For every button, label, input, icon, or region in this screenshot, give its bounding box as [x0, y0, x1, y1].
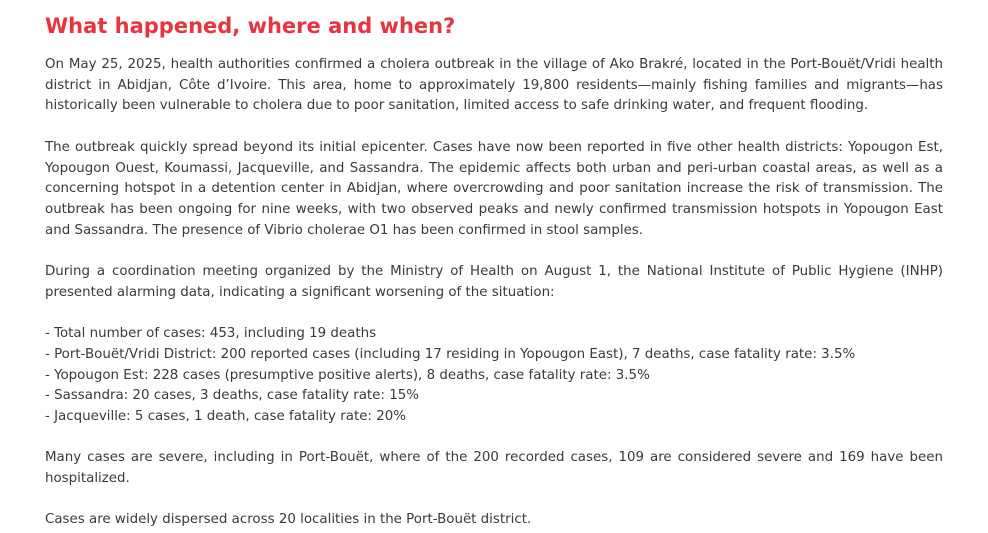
section-heading: What happened, where and when?	[45, 14, 456, 38]
list-item: - Yopougon Est: 228 cases (presumptive positive alerts), 8 deaths, case fatality rate: 3.5%	[45, 367, 650, 383]
paragraph-localities: Cases are widely dispersed across 20 localities in the Port-Bouët district.	[45, 512, 532, 528]
paragraph-coordination-meeting: During a coordination meeting organized by the Ministry of Health on August 1, the National Institute of Public Hygiene (INHP) presented alarming data, indicating a significant worsening of the situation:	[45, 264, 943, 300]
article	[45, 0, 943, 531]
list-item: - Sassandra: 20 cases, 3 deaths, case fatality rate: 15%	[45, 388, 419, 404]
list-item: - Port-Bouët/Vridi District: 200 reported cases (including 17 residing in Yopougon East), 7 deaths, case fatality rate: 3.5%	[45, 346, 856, 362]
paragraph-outbreak-confirmed: On May 25, 2025, health authorities confirmed a cholera outbreak in the village of Ako Brakré, located in the Port-Bouët/Vridi health district in Abidjan, Côte d’Ivoire. This area, home to approximately 19,800 residents—mainly fishing families and migrants—has historically been vulnerable to cholera due to poor sanitation, limited access to safe drinking water, and frequent flooding.	[45, 57, 943, 114]
case-statistics-list	[45, 324, 943, 428]
paragraph-spacer	[45, 241, 943, 262]
paragraph-outbreak-spread: The outbreak quickly spread beyond its initial epicenter. Cases have now been reported in five other health districts: Yopougon Est, Yopougon Ouest, Koumassi, Jacqueville, and Sassandra. The epidemic affects both urban and peri-urban coastal areas, as well as a concerning hotspot in a detention center in Abidjan, where overcrowding and poor sanitation increase the risk of transmission. The outbreak has been ongoing for nine weeks, with two observed peaks and newly confirmed transmission hotspots in Yopougon East and Sassandra. The presence of Vibrio cholerae O1 has been confirmed in stool samples.	[45, 139, 943, 238]
paragraph-spacer	[45, 428, 943, 449]
list-item: - Jacqueville: 5 cases, 1 death, case fatality rate: 20%	[45, 408, 406, 424]
paragraph-spacer	[45, 303, 943, 324]
paragraph-spacer	[45, 117, 943, 138]
list-item: - Total number of cases: 453, including 19 deaths	[45, 326, 377, 342]
paragraph-spacer	[45, 490, 943, 511]
paragraph-severe-cases: Many cases are severe, including in Port-Bouët, where of the 200 recorded cases, 109 are considered severe and 169 have been hospitalized.	[45, 450, 943, 486]
